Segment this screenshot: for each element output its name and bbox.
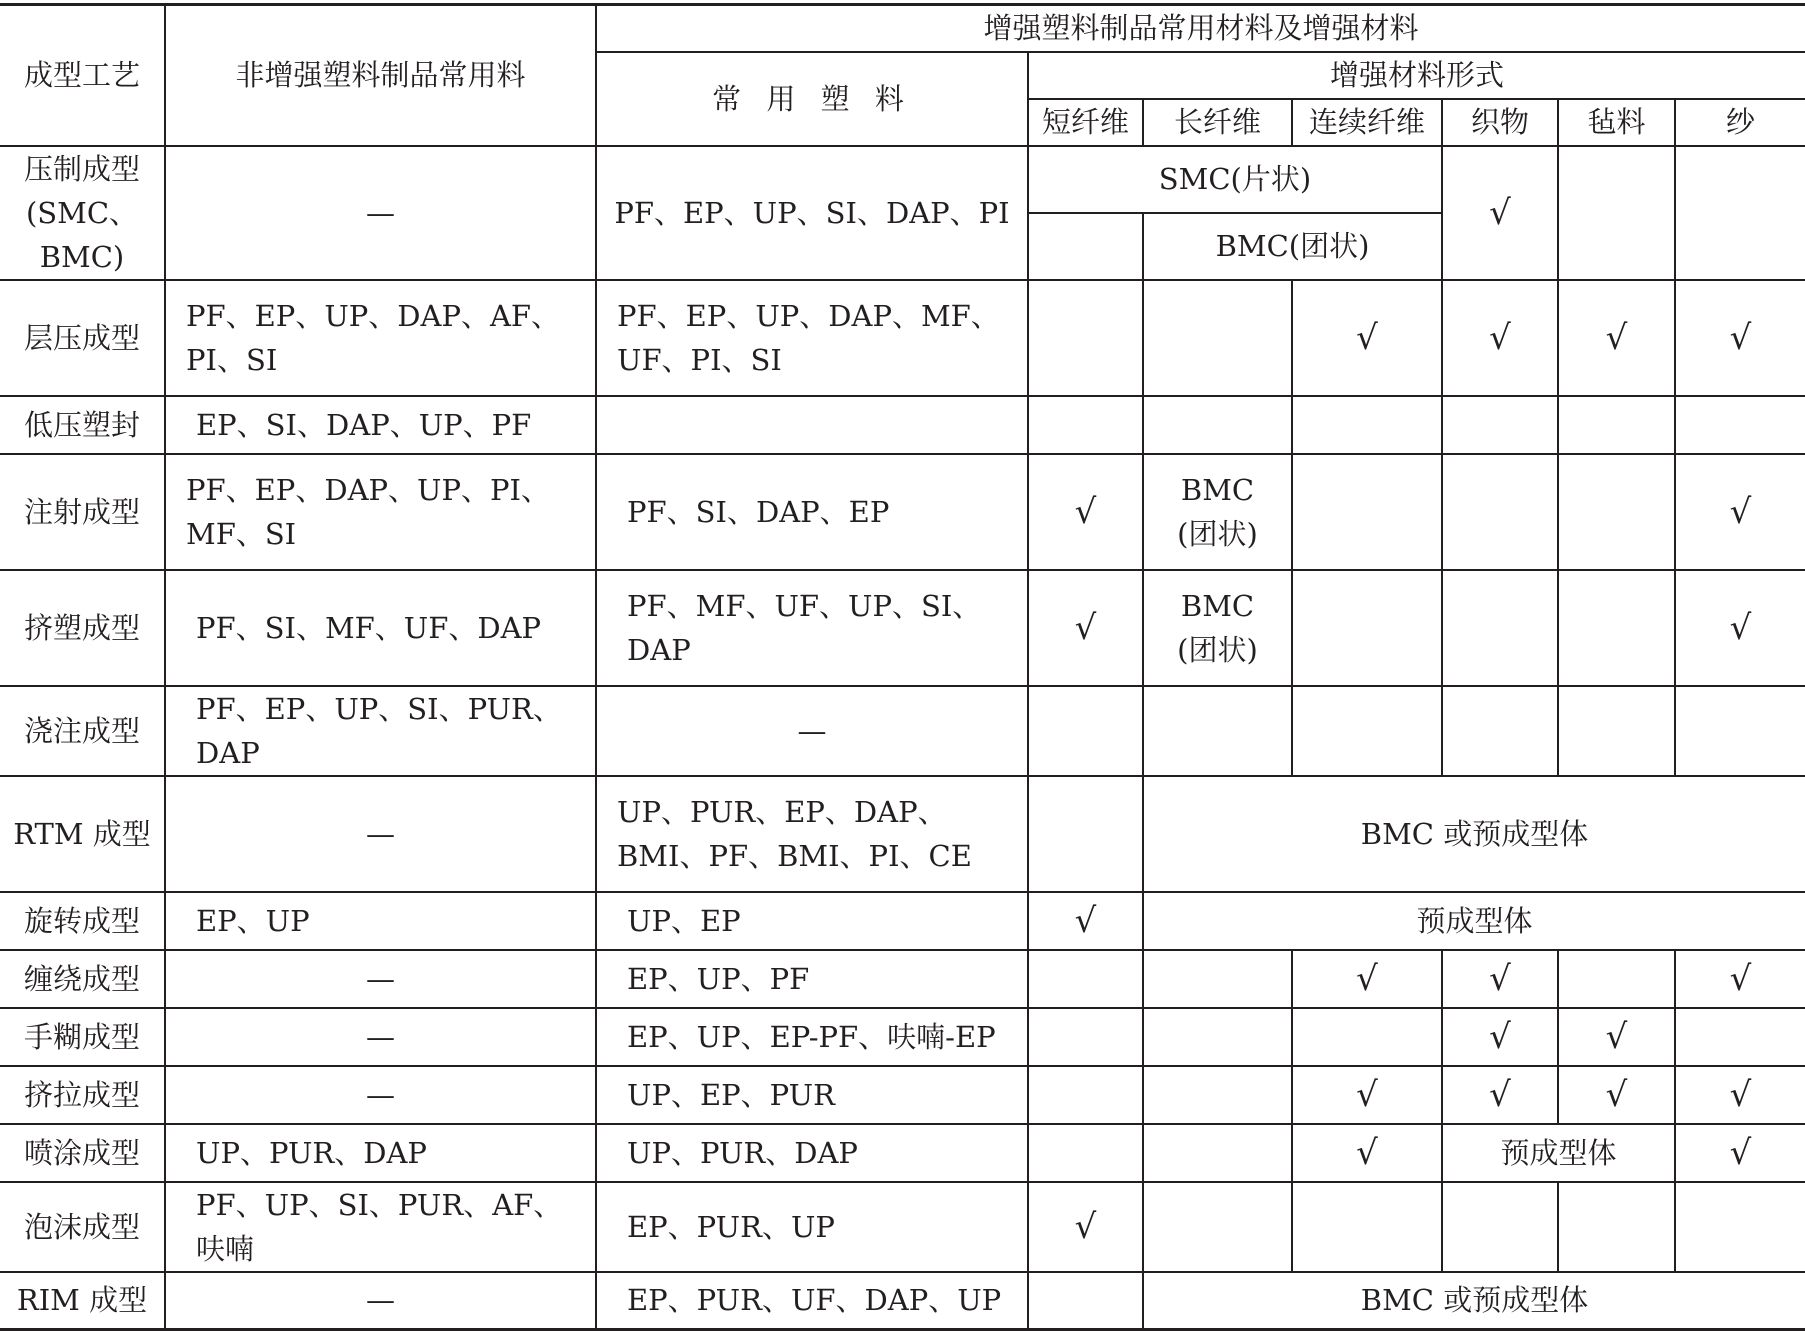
check-mark: √ xyxy=(1292,1124,1442,1182)
non-reinforced-materials: PF、UP、SI、PUR、AF、呋喃 xyxy=(165,1182,596,1272)
check-mark: √ xyxy=(1675,950,1805,1008)
check-mark: √ xyxy=(1442,280,1558,396)
header-reinforcement-forms: 增强材料形式 xyxy=(1028,52,1805,99)
bmc-bulk-cell: BMC (团状) xyxy=(1143,454,1292,570)
check-mark: √ xyxy=(1028,1182,1143,1272)
header-common-plastics: 常 用 塑 料 xyxy=(596,52,1028,146)
empty-cell xyxy=(1028,396,1143,454)
header-fabric: 织物 xyxy=(1442,99,1558,146)
empty-cell xyxy=(1558,396,1675,454)
check-mark: √ xyxy=(1442,1008,1558,1066)
molding-process-materials-table xyxy=(0,3,1805,1331)
process-name: 泡沫成型 xyxy=(0,1182,165,1272)
empty-cell xyxy=(1442,686,1558,776)
process-name: RIM 成型 xyxy=(0,1272,165,1330)
empty-cell xyxy=(1028,1066,1143,1124)
check-mark: √ xyxy=(1442,950,1558,1008)
check-mark: √ xyxy=(1442,1066,1558,1124)
common-plastics: EP、UP、PF xyxy=(596,950,1028,1008)
check-mark: √ xyxy=(1558,1066,1675,1124)
empty-cell xyxy=(1143,1066,1292,1124)
table-row xyxy=(0,1066,1805,1124)
empty-cell xyxy=(1028,1272,1143,1330)
empty-cell xyxy=(1292,396,1442,454)
check-mark: √ xyxy=(1292,280,1442,396)
non-reinforced-materials: PF、SI、MF、UF、DAP xyxy=(165,570,596,686)
table-row xyxy=(0,1182,1805,1272)
table-row xyxy=(0,146,1805,213)
bmc-bulk-cell: BMC(团状) xyxy=(1143,213,1442,280)
preform-cell: 预成型体 xyxy=(1143,892,1805,950)
empty-cell xyxy=(1442,570,1558,686)
process-name: 挤拉成型 xyxy=(0,1066,165,1124)
common-plastics: PF、EP、UP、SI、DAP、PI xyxy=(596,146,1028,280)
non-reinforced-materials: — xyxy=(165,776,596,892)
empty-cell xyxy=(1675,146,1805,280)
common-plastics: EP、PUR、UP xyxy=(596,1182,1028,1272)
non-reinforced-materials: PF、EP、UP、DAP、AF、PI、SI xyxy=(165,280,596,396)
header-non-reinforced: 非增强塑料制品常用料 xyxy=(165,5,596,146)
empty-cell xyxy=(1442,396,1558,454)
check-mark: √ xyxy=(1292,950,1442,1008)
non-reinforced-materials: EP、SI、DAP、UP、PF xyxy=(165,396,596,454)
process-name: 注射成型 xyxy=(0,454,165,570)
non-reinforced-materials: PF、EP、DAP、UP、PI、MF、SI xyxy=(165,454,596,570)
non-reinforced-materials: PF、EP、UP、SI、PUR、DAP xyxy=(165,686,596,776)
empty-cell xyxy=(1292,686,1442,776)
empty-cell xyxy=(1028,280,1143,396)
table-row xyxy=(0,892,1805,950)
empty-cell xyxy=(1143,686,1292,776)
empty-cell xyxy=(1442,1182,1558,1272)
process-name: 旋转成型 xyxy=(0,892,165,950)
non-reinforced-materials: UP、PUR、DAP xyxy=(165,1124,596,1182)
process-name: 喷涂成型 xyxy=(0,1124,165,1182)
bmc-bulk-cell: BMC (团状) xyxy=(1143,570,1292,686)
process-name: 手糊成型 xyxy=(0,1008,165,1066)
empty-cell xyxy=(1558,950,1675,1008)
non-reinforced-materials: — xyxy=(165,950,596,1008)
table-row xyxy=(0,570,1805,686)
empty-cell xyxy=(1028,213,1143,280)
process-name: RTM 成型 xyxy=(0,776,165,892)
check-mark: √ xyxy=(1675,280,1805,396)
empty-cell xyxy=(1292,570,1442,686)
empty-cell xyxy=(1143,1182,1292,1272)
check-mark: √ xyxy=(1028,454,1143,570)
check-mark: √ xyxy=(1442,146,1558,280)
empty-cell xyxy=(1028,776,1143,892)
header-mat: 毡料 xyxy=(1558,99,1675,146)
process-name: 层压成型 xyxy=(0,280,165,396)
header-continuous-fiber: 连续纤维 xyxy=(1292,99,1442,146)
empty-cell xyxy=(1143,950,1292,1008)
check-mark: √ xyxy=(1675,454,1805,570)
common-plastics: EP、UP、EP-PF、呋喃-EP xyxy=(596,1008,1028,1066)
process-name: 浇注成型 xyxy=(0,686,165,776)
process-name: 缠绕成型 xyxy=(0,950,165,1008)
common-plastics: PF、MF、UF、UP、SI、DAP xyxy=(596,570,1028,686)
empty-cell xyxy=(1143,1008,1292,1066)
empty-cell xyxy=(1292,1182,1442,1272)
table-row xyxy=(0,1124,1805,1182)
header-yarn: 纱 xyxy=(1675,99,1805,146)
empty-cell xyxy=(1143,396,1292,454)
empty-cell xyxy=(1028,950,1143,1008)
check-mark: √ xyxy=(1675,570,1805,686)
non-reinforced-materials: — xyxy=(165,1272,596,1330)
table-row xyxy=(0,1272,1805,1330)
common-plastics: UP、PUR、DAP xyxy=(596,1124,1028,1182)
empty-cell xyxy=(1558,146,1675,280)
empty-cell xyxy=(1558,1182,1675,1272)
table-row xyxy=(0,776,1805,892)
check-mark: √ xyxy=(1675,1124,1805,1182)
table-row xyxy=(0,454,1805,570)
process-name: 挤塑成型 xyxy=(0,570,165,686)
empty-cell xyxy=(1558,570,1675,686)
empty-cell xyxy=(1143,280,1292,396)
check-mark: √ xyxy=(1028,892,1143,950)
empty-cell xyxy=(1558,686,1675,776)
empty-cell xyxy=(1675,686,1805,776)
common-plastics: UP、EP、PUR xyxy=(596,1066,1028,1124)
empty-cell xyxy=(1675,1182,1805,1272)
header-row-1 xyxy=(0,5,1805,52)
preform-cell: 预成型体 xyxy=(1442,1124,1675,1182)
empty-cell xyxy=(1028,1008,1143,1066)
table-row xyxy=(0,280,1805,396)
check-mark: √ xyxy=(1675,1066,1805,1124)
smc-sheet-cell: SMC(片状) xyxy=(1028,146,1442,213)
table-row xyxy=(0,686,1805,776)
non-reinforced-materials: EP、UP xyxy=(165,892,596,950)
common-plastics: — xyxy=(596,686,1028,776)
header-process: 成型工艺 xyxy=(0,5,165,146)
non-reinforced-materials: — xyxy=(165,1008,596,1066)
process-name: 低压塑封 xyxy=(0,396,165,454)
common-plastics: UP、EP xyxy=(596,892,1028,950)
empty-cell xyxy=(1028,1124,1143,1182)
bmc-or-preform-cell: BMC 或预成型体 xyxy=(1143,1272,1805,1330)
empty-cell xyxy=(1143,1124,1292,1182)
table-row xyxy=(0,950,1805,1008)
check-mark: √ xyxy=(1292,1066,1442,1124)
table-row xyxy=(0,1008,1805,1066)
empty-cell xyxy=(1028,686,1143,776)
non-reinforced-materials: — xyxy=(165,1066,596,1124)
check-mark: √ xyxy=(1558,1008,1675,1066)
header-short-fiber: 短纤维 xyxy=(1028,99,1143,146)
empty-cell xyxy=(1292,1008,1442,1066)
non-reinforced-materials: — xyxy=(165,146,596,280)
empty-cell xyxy=(1558,454,1675,570)
process-name: 压制成型 (SMC、BMC) xyxy=(0,146,165,280)
empty-cell xyxy=(1675,396,1805,454)
common-plastics: UP、PUR、EP、DAP、BMI、PF、BMI、PI、CE xyxy=(596,776,1028,892)
check-mark: √ xyxy=(1028,570,1143,686)
common-plastics: EP、PUR、UF、DAP、UP xyxy=(596,1272,1028,1330)
table-row xyxy=(0,396,1805,454)
check-mark: √ xyxy=(1558,280,1675,396)
common-plastics: PF、EP、UP、DAP、MF、UF、PI、SI xyxy=(596,280,1028,396)
header-reinforced-group: 增强塑料制品常用材料及增强材料 xyxy=(596,5,1805,52)
common-plastics: PF、SI、DAP、EP xyxy=(596,454,1028,570)
empty-cell xyxy=(1442,454,1558,570)
empty-cell xyxy=(596,396,1028,454)
empty-cell xyxy=(1292,454,1442,570)
empty-cell xyxy=(1675,1008,1805,1066)
header-long-fiber: 长纤维 xyxy=(1143,99,1292,146)
bmc-or-preform-cell: BMC 或预成型体 xyxy=(1143,776,1805,892)
